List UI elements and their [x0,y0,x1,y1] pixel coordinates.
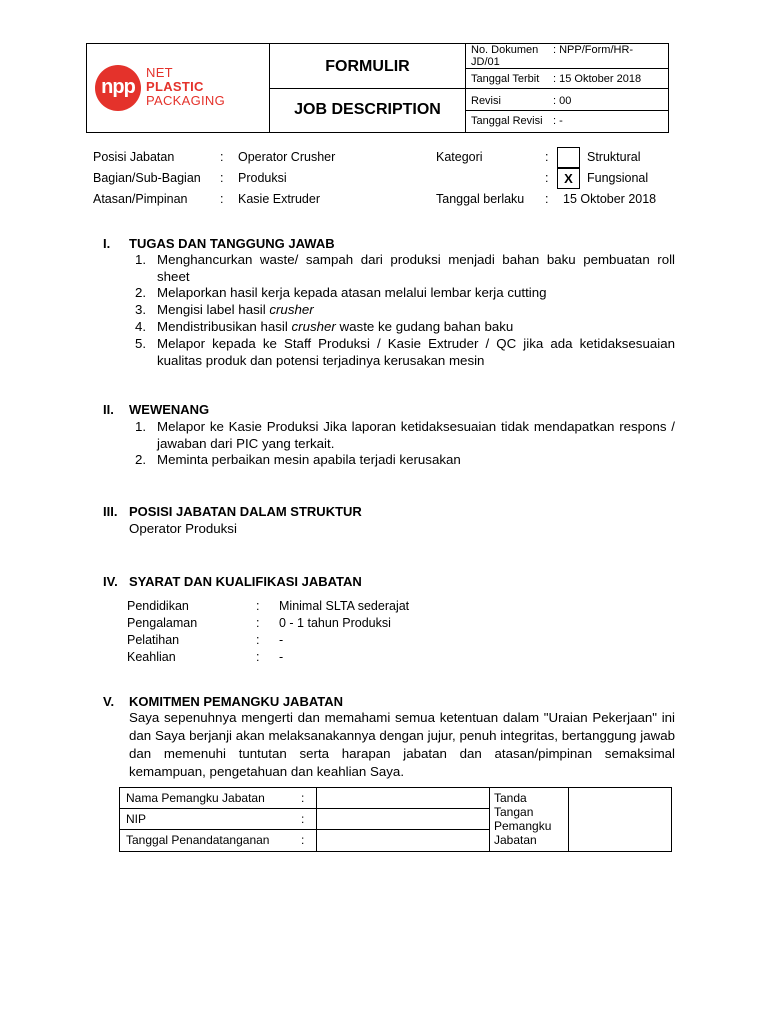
colon: : [256,599,260,613]
doc-number-value-cont: JD/01 [471,56,500,68]
document-header [86,43,669,133]
list-item: 2. Melaporkan hasil kerja kepada atasan melalui lembar kerja cutting [135,285,675,302]
colon: : [545,171,549,185]
effective-date-label: Tanggal berlaku [436,192,525,206]
requirement-label: Pendidikan [127,599,189,613]
requirement-value: Minimal SLTA sederajat [279,599,410,613]
colon: : [301,812,305,826]
supervisor-label: Atasan/Pimpinan [93,192,188,206]
header-divider [466,110,668,111]
revision-label: Revisi [471,95,501,107]
logo-line-packaging: PACKAGING [146,93,226,108]
requirement-value: 0 - 1 tahun Produksi [279,616,391,630]
requirement-label: Pelatihan [127,633,180,647]
incumbent-name-label: Nama Pemangku Jabatan [126,791,265,805]
authority-item-1: Melapor ke Kasie Produksi Jika laporan ketidaksesuaian tidak mendapatkan respons / jawaban dari PIC yang terkait. [157,419,675,451]
commitment-paragraph: Saya sepenuhnya mengerti dan memahami semua ketentuan dalam "Uraian Pekerjaan" ini dan Saya berjanji akan melaksanakannya dengan jujur, penuh integritas, bertanggung jawab dan memenuhi tuntutan serta harapan jabatan dan atasan/pimpinan semaksimal kemampuan, pengetahuan dan keahlian Saya. [129,710,675,779]
nip-label: NIP [126,812,147,826]
position-label: Posisi Jabatan [93,150,175,164]
category-label: Kategori [436,150,483,164]
functional-option: Fungsional [587,171,649,185]
requirement-label: Pengalaman [127,616,198,630]
section-5-title: KOMITMEN PEMANGKU JABATAN [129,694,344,709]
list-item: 5. Melapor kepada ke Staff Produksi / Kasie Extruder / QC jika ada ketidaksesuaian kualitas produk dan potensi terjadinya kerusakan mesin [135,336,675,368]
duty-item-4: Mendistribusikan hasil crusher waste ke gudang bahan baku [157,319,514,334]
supervisor-value: Kasie Extruder [238,192,320,206]
functional-checkbox[interactable]: X [557,168,580,189]
section-5-number: V. [103,694,115,709]
section-1-title: TUGAS DAN TANGGUNG JAWAB [129,236,335,251]
colon: : [545,150,549,164]
header-divider [466,88,668,89]
doc-number-label: No. Dokumen [471,44,539,56]
colon: : [545,192,549,206]
header-divider [466,68,668,69]
logo-line-plastic: PLASTIC [146,79,204,94]
section-2-title: WEWENANG [129,402,210,417]
colon: : [256,650,260,664]
colon: : [220,192,224,206]
list-item: 1. Menghancurkan waste/ sampah dari produksi menjadi bahan baku pembuatan roll sheet [135,252,675,284]
structural-checkbox[interactable] [557,147,580,168]
structural-option: Struktural [587,150,641,164]
requirement-value: - [279,650,284,664]
issue-date-value: : 15 Oktober 2018 [553,73,642,85]
signature-caption: Jabatan [494,833,537,847]
list-item: 4. Mendistribusikan hasil crusher waste ke gudang bahan baku [135,319,675,336]
section-3-title: POSISI JABATAN DALAM STRUKTUR [129,504,362,519]
signature-field[interactable] [569,788,670,850]
signature-caption: Tanda [494,791,527,805]
colon: : [256,616,260,630]
position-value: Operator Crusher [238,150,336,164]
requirement-label: Keahlian [127,650,176,664]
division-value: Produksi [238,171,287,185]
signature-divider [489,788,490,851]
division-label: Bagian/Sub-Bagian [93,171,201,185]
colon: : [220,150,224,164]
effective-date-value: 15 Oktober 2018 [563,192,657,206]
logo-line-net: NET [146,65,173,80]
section-1-number: I. [103,236,111,251]
section-2-number: II. [103,402,114,417]
document-title: JOB DESCRIPTION [294,101,441,118]
colon: : [301,833,305,847]
section-3-number: III. [103,504,118,519]
colon: : [220,171,224,185]
structure-position-text: Operator Produksi [129,521,237,536]
revision-date-value: : - [553,115,563,127]
header-divider [269,88,466,89]
section-4-number: IV. [103,574,118,589]
colon: : [301,791,305,805]
doc-number-value: : NPP/Form/HR- [553,44,634,56]
issue-date-label: Tanggal Terbit [471,73,540,85]
nip-field[interactable] [317,809,489,829]
duty-item-5: Melapor kepada ke Staff Produksi / Kasie Extruder / QC jika ada ketidaksesuaian kualitas produk dan potensi terjadinya kerusakan mesin [157,336,675,368]
revision-value: : 00 [553,95,572,107]
colon: : [256,633,260,647]
signature-caption: Pemangku [494,819,552,833]
authority-item-2: Meminta perbaikan mesin apabila terjadi kerusakan [157,452,461,467]
form-title: FORMULIR [325,58,410,75]
duty-item-2: Melaporkan hasil kerja kepada atasan melalui lembar kerja cutting [157,285,547,300]
signature-caption: Tangan [494,805,534,819]
npp-logo-mark: npp [95,65,141,111]
signing-date-field[interactable] [317,830,489,850]
revision-date-label: Tanggal Revisi [471,115,543,127]
duty-item-3: Mengisi label hasil crusher [157,302,314,317]
list-item: 1. Melapor ke Kasie Produksi Jika laporan ketidaksesuaian tidak mendapatkan respons / jawaban dari PIC yang terkait. [135,419,675,451]
list-item: 3. Mengisi label hasil crusher [135,302,675,319]
signing-date-label: Tanggal Penandatanganan [126,833,270,847]
list-item: 2. Meminta perbaikan mesin apabila terjadi kerusakan [135,452,675,469]
duty-item-1: Menghancurkan waste/ sampah dari produksi menjadi bahan baku pembuatan roll sheet [157,252,675,284]
section-4-title: SYARAT DAN KUALIFIKASI JABATAN [129,574,362,589]
signature-table [119,787,672,852]
incumbent-name-field[interactable] [317,788,489,808]
requirement-value: - [279,633,284,647]
